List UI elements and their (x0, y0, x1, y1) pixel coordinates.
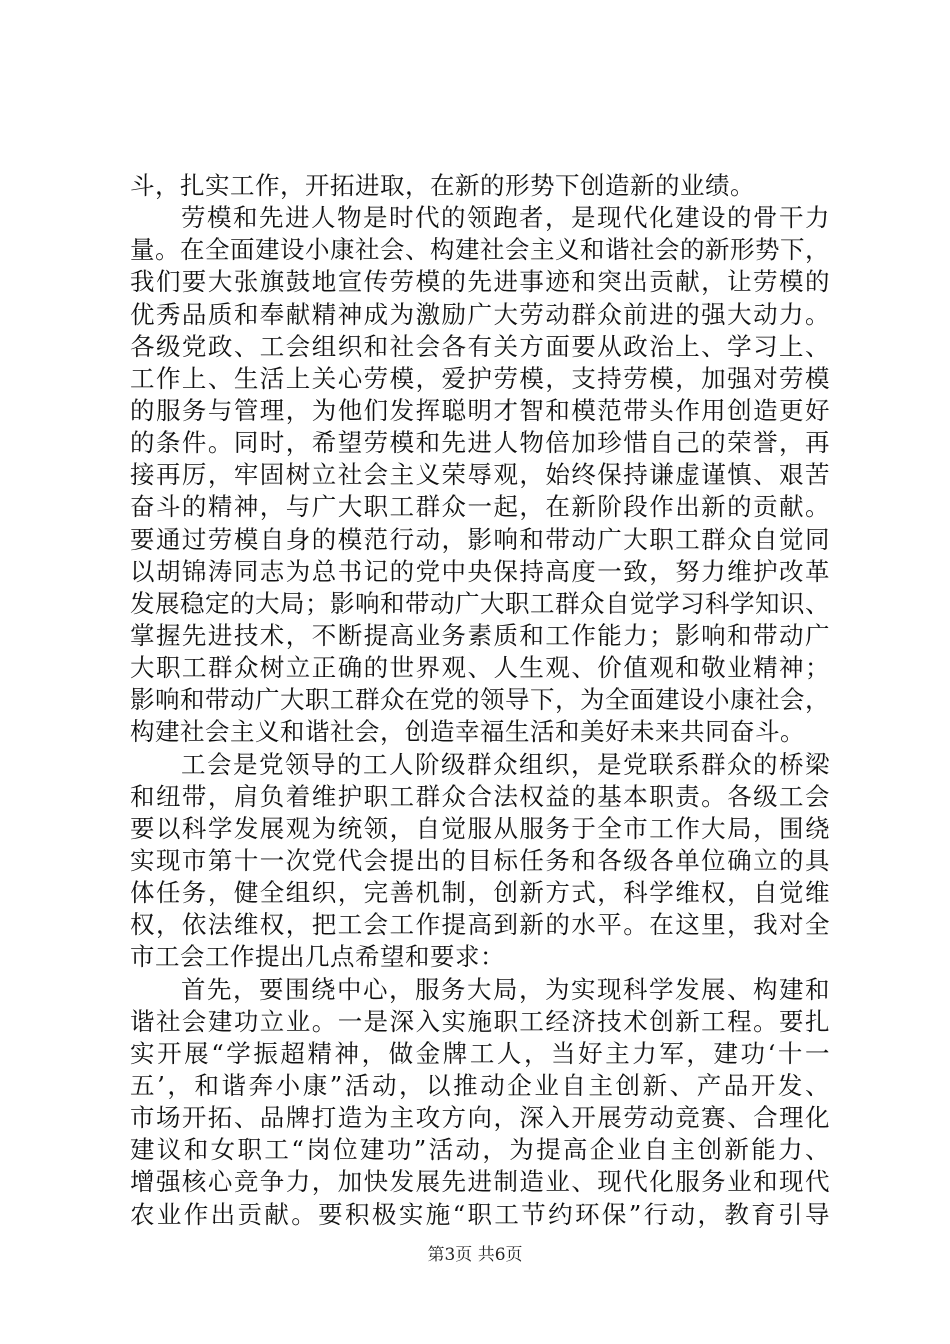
text-line: 谐社会建功立业。一是深入实施职工经济技术创新工程。要扎 (130, 1006, 830, 1036)
text-line: 体任务，健全组织，完善机制，创新方式，科学维权，自觉维 (130, 878, 830, 908)
text-line: 构建社会主义和谐社会，创造幸福生活和美好未来共同奋斗。 (130, 717, 805, 747)
text-line: 工会是党领导的工人阶级群众组织，是党联系群众的桥梁 (181, 749, 830, 779)
text-line: 实现市第十一次党代会提出的目标任务和各级各单位确立的具 (130, 845, 830, 875)
text-line: 建议和女职工“岗位建功”活动，为提高企业自主创新能力、 (130, 1135, 830, 1165)
text-line: 实开展“学振超精神，做金牌工人，当好主力军，建功‘十一 (130, 1038, 830, 1068)
text-line: 优秀品质和奉献精神成为激励广大劳动群众前进的强大动力。 (130, 299, 830, 329)
text-line: 掌握先进技术，不断提高业务素质和工作能力；影响和带动广 (130, 620, 830, 650)
text-line: 以胡锦涛同志为总书记的党中央保持高度一致，努力维护改革 (130, 556, 830, 586)
text-line: 影响和带动广大职工群众在党的领导下，为全面建设小康社会， (130, 685, 830, 715)
text-line: 增强核心竞争力，加快发展先进制造业、现代化服务业和现代 (130, 1167, 830, 1197)
text-line: 接再厉，牢固树立社会主义荣辱观，始终保持谦虚谨慎、艰苦 (130, 460, 830, 490)
text-line: 和纽带，肩负着维护职工群众合法权益的基本职责。各级工会 (130, 781, 830, 811)
text-line: 要以科学发展观为统领，自觉服从服务于全市工作大局，围绕 (130, 813, 830, 843)
text-line: 工作上、生活上关心劳模，爱护劳模，支持劳模，加强对劳模 (130, 363, 830, 393)
text-line: 劳模和先进人物是时代的领跑者，是现代化建设的骨干力 (181, 203, 830, 233)
body-text (130, 170, 830, 1231)
text-line: 权，依法维权，把工会工作提高到新的水平。在这里，我对全 (130, 910, 830, 940)
text-line: 量。在全面建设小康社会、构建社会主义和谐社会的新形势下， (130, 235, 830, 265)
text-line: 农业作出贡献。要积极实施“职工节约环保”行动，教育引导 (130, 1199, 830, 1229)
text-line: 的条件。同时，希望劳模和先进人物倍加珍惜自己的荣誉，再 (130, 428, 830, 458)
text-line: 的服务与管理，为他们发挥聪明才智和模范带头作用创造更好 (130, 395, 830, 425)
text-line: 各级党政、工会组织和社会各有关方面要从政治上、学习上、 (130, 331, 830, 361)
text-line: 首先，要围绕中心，服务大局，为实现科学发展、构建和 (181, 974, 830, 1004)
text-line: 我们要大张旗鼓地宣传劳模的先进事迹和突出贡献，让劳模的 (130, 267, 830, 297)
text-line: 发展稳定的大局；影响和带动广大职工群众自觉学习科学知识、 (130, 588, 830, 618)
text-line: 斗，扎实工作，开拓进取，在新的形势下创造新的业绩。 (130, 171, 755, 200)
text-line: 奋斗的精神，与广大职工群众一起，在新阶段作出新的贡献。 (130, 492, 830, 522)
text-line: 要通过劳模自身的模范行动，影响和带动广大职工群众自觉同 (130, 524, 830, 554)
text-line: 大职工群众树立正确的世界观、人生观、价值观和敬业精神； (130, 653, 830, 683)
page-number: 第3页 共6页 (427, 1245, 523, 1265)
page-footer (0, 1240, 950, 1265)
text-line: 五’，和谐奔小康”活动，以推动企业自主创新、产品开发、 (130, 1070, 830, 1100)
text-line: 市场开拓、品牌打造为主攻方向，深入开展劳动竞赛、合理化 (130, 1103, 830, 1133)
text-line: 市工会工作提出几点希望和要求： (130, 942, 505, 972)
